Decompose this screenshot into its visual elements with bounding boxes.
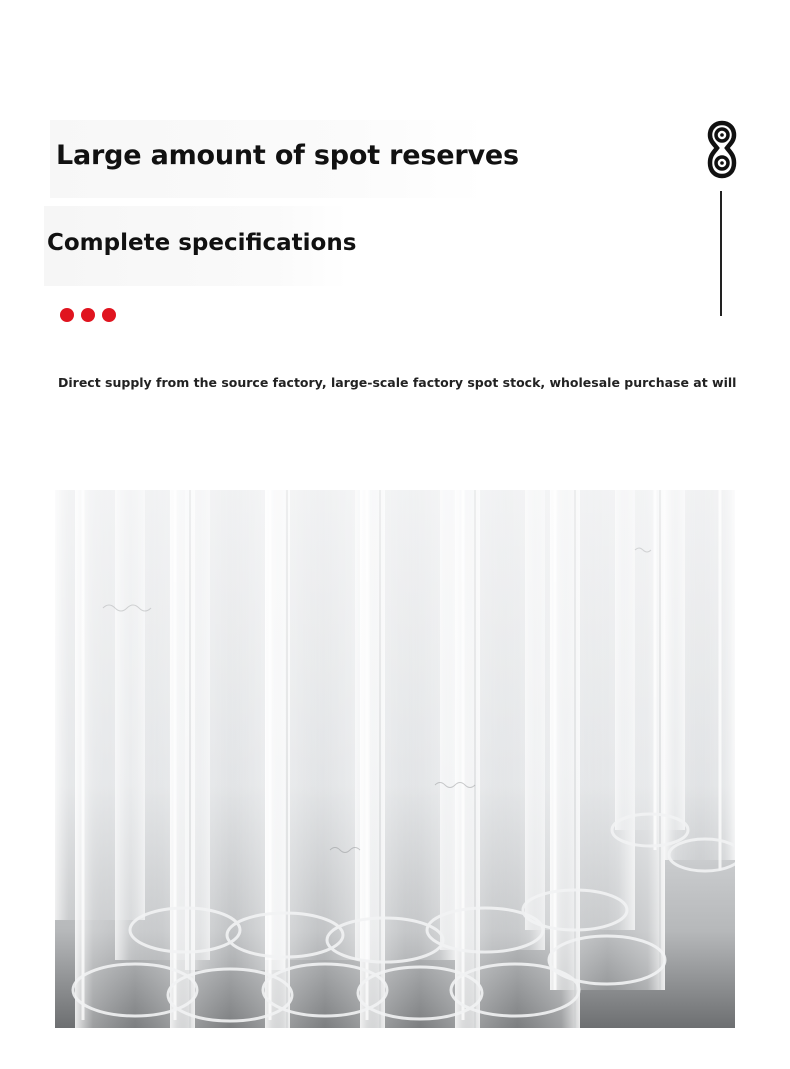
headline-text: Large amount of spot reserves bbox=[56, 140, 519, 171]
headline-banner bbox=[50, 120, 519, 198]
product-photo bbox=[55, 490, 735, 1028]
subheadline-banner bbox=[44, 206, 357, 286]
tagline-text: Direct supply from the source factory, large-scale factory spot stock, wholesale purchase at will bbox=[58, 375, 737, 390]
red-dot-icon bbox=[81, 308, 95, 322]
vertical-divider bbox=[720, 191, 722, 316]
acrylic-tubes-illustration bbox=[55, 490, 735, 1028]
red-dot-icon bbox=[60, 308, 74, 322]
chain-link-icon bbox=[706, 120, 738, 180]
red-dot-icon bbox=[102, 308, 116, 322]
subheadline-text: Complete specifications bbox=[47, 230, 357, 256]
decorative-dots bbox=[60, 308, 116, 322]
